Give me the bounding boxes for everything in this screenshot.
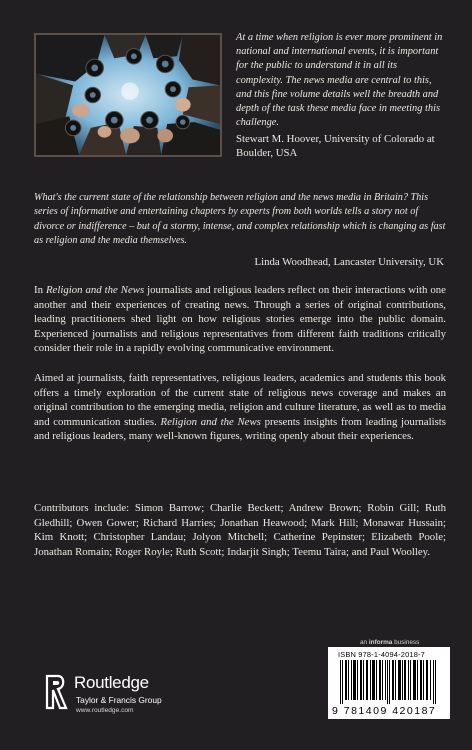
contributors-paragraph: Contributors include: Simon Barrow; Charlie Beckett; Andrew Brown; Robin Gill; Ruth Gledhill; Owen Gower; Richard Harries; Jonathan Heawood; Mark Hill; Monawar Hussain; Kim Knott; Christopher Landau; Jolyon Mitchell; Catherine Pepinster; Elizabeth Poole; Jonathan Romain; Roger Royle; Ruth Scott; Indarjit Singh; Teemu Taira; and Paul Woolley. [34, 502, 446, 558]
publisher-group: Taylor & Francis Group [76, 695, 162, 705]
endorsement-quote-hoover: At a time when religion is ever more prominent in national and international events, it is important for the public to understand it in all its complexity. The news media are central to this, and this fine volume details well the breadth and depth of the task these media face in meeting this challenge. [236, 32, 443, 129]
informa-business-tag [360, 639, 419, 646]
endorsement-quote-woodhead: What's the current state of the relationship between religion and the news media in Britain? This series of informative and entertaining chapters by experts from both worlds tells a story not of divorce or indifference – but of a stormy, intense, and complex relationship which is changing as fast as religion and the media themselves. [34, 192, 446, 247]
isbn-label: ISBN 978-1-4094-2018-7 [338, 650, 425, 659]
description-paragraph-2 [34, 371, 446, 444]
routledge-logo-icon [44, 674, 68, 710]
informa-suffix: business [392, 639, 420, 646]
para2-text-before: Aimed at journalists, faith representatives, religious leaders, academics and students this book offers a timely exploration of the current state of religious news coverage and makes an original contribution to the emerging media, religion and culture literature, as well as to media and communication studies. [34, 372, 446, 428]
informa-brand: informa [368, 639, 393, 646]
description-paragraph-1 [34, 283, 446, 356]
barcode-bars [340, 660, 438, 704]
isbn-barcode [328, 647, 450, 719]
para2-text-after: presents insights from leading journalists and religious leaders, many well-known figures, writing openly about their experiences. [34, 415, 447, 443]
cover-photo-photographers [34, 33, 222, 157]
barcode-digits: 9 781409 420187 [332, 705, 437, 717]
informa-prefix: an [360, 639, 369, 646]
book-title-italic: Religion and the News [160, 415, 261, 428]
endorsement-attribution-woodhead: Linda Woodhead, Lancaster University, UK [254, 256, 444, 268]
publisher-url: www.routledge.com [76, 707, 134, 714]
endorsement-attribution-hoover: Stewart M. Hoover, University of Colorado at Boulder, USA [236, 133, 435, 160]
book-title-italic: Religion and the News [45, 284, 145, 296]
para1-text: journalists and religious leaders reflect on their interactions with one another and their experiences of creating news. Through a series of original contributions, leading practitioners shed light on how religious stories emerge into the public domain. Experienced journalists and religious representatives from different faith traditions critically consider their role in a rapidly evolving communicative environment. [34, 284, 446, 355]
photographers-image [36, 35, 220, 155]
publisher-name: Routledge [74, 673, 149, 692]
para1-prefix: In [34, 284, 46, 296]
